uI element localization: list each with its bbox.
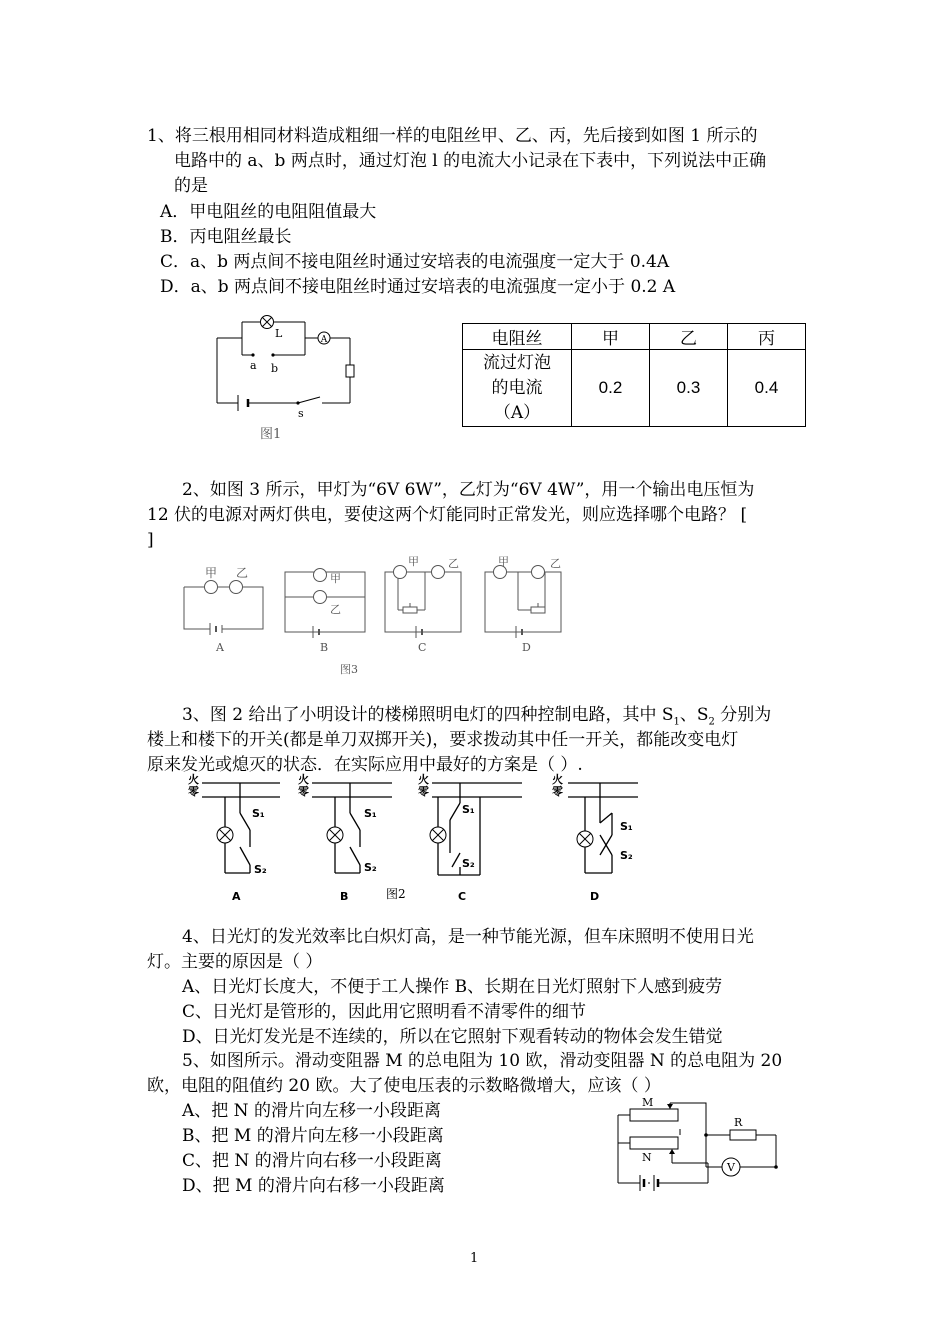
lamp-jia-label: 甲 (330, 572, 341, 585)
live-label: 火 (418, 773, 429, 786)
point-b-label: b (271, 362, 279, 375)
table-cell: 0.4 (728, 350, 806, 427)
q5-circuit-figure (610, 1095, 790, 1200)
row-label-line1: 流过灯泡 (483, 352, 551, 373)
q3-circuits-figure (180, 775, 640, 910)
live-label: 火 (552, 773, 563, 786)
q5-stem-line2: 欧，电阻的阻值约 20 欧。大了使电压表的示数略微增大，应该（ ） (147, 1076, 661, 1096)
row-label-line2: 的电流 (491, 377, 543, 398)
table-header-cell: 乙 (650, 324, 728, 350)
table-row-label (463, 350, 572, 427)
q5-stem-line1: 5、如图所示。滑动变阻器 M 的总电阻为 10 欧，滑动变阻器 N 的总电阻为 20 (182, 1051, 783, 1071)
battery-icon (238, 395, 248, 411)
lamp-jia-label: 甲 (498, 555, 509, 568)
n-label: N (642, 1151, 652, 1164)
circuit-option-a (202, 783, 280, 873)
table-row (463, 350, 806, 427)
junction-dot (704, 1133, 708, 1137)
lamp-icon (432, 566, 445, 579)
table-cell: 0.3 (650, 350, 728, 427)
table-header-cell: 丙 (728, 324, 806, 350)
neutral-label: 零 (418, 785, 429, 798)
q1-circuit-figure (200, 305, 370, 450)
circuit-option-d (485, 572, 561, 638)
q5-option-c: C、把 N 的滑片向右移一小段距离 (182, 1151, 442, 1171)
switch-icon (296, 401, 299, 404)
circuit-label-a: A (232, 890, 241, 903)
q5-option-d: D、把 M 的滑片向右移一小段距离 (182, 1176, 445, 1196)
neutral-label: 零 (188, 785, 199, 798)
neutral-label: 零 (552, 785, 563, 798)
ammeter-label: A (320, 335, 328, 345)
s2-label: S₂ (462, 857, 475, 870)
resistor-r-icon (730, 1130, 756, 1140)
terminal-b-dot (271, 353, 274, 356)
q1-stem-line2: 电路中的 a、b 两点时，通过灯泡 l 的电流大小记录在下表中，下列说法中正确 (174, 151, 767, 171)
voltmeter-label: V (727, 1161, 735, 1174)
lamp-jia-label: 甲 (408, 555, 419, 568)
table-header-cell: 电阻丝 (463, 324, 572, 350)
q1-stem-line1: 1、将三根用相同材料造成粗细一样的电阻丝甲、乙、丙，先后接到如图 1 所示的 (147, 126, 758, 146)
s2-label: S₂ (364, 861, 377, 874)
lamp-icon (230, 581, 243, 594)
lamp-jia-label: 甲 (205, 566, 218, 580)
q2-stem-line3: ] (147, 530, 154, 550)
circuit-label-d: D (590, 890, 600, 903)
q2-stem-line2: 12 伏的电源对两灯供电，要使这两个灯能同时正常发光，则应选择哪个电路？ [ (147, 505, 748, 525)
lamp-yi-label: 乙 (236, 566, 249, 580)
neutral-label: 零 (298, 785, 309, 798)
slider-m-icon (667, 1104, 673, 1109)
q4-option-d: D、日光灯发光是不连续的，所以在它照射下观看转动的物体会发生错觉 (182, 1027, 723, 1047)
circuit-label-c: C (458, 890, 467, 903)
circuit-option-b (312, 783, 392, 873)
figure3-caption: 图3 (340, 663, 358, 676)
resistor-icon (346, 365, 354, 377)
circuit-label-b: B (320, 641, 329, 654)
voltmeter-icon (722, 1158, 740, 1176)
point-a-label: a (250, 359, 257, 372)
q2-stem-line1: 2、如图 3 所示，甲灯为“6V 6W”，乙灯为“6V 4W”，用一个输出电压恒为 (182, 480, 755, 500)
lamp-yi-label: 乙 (550, 557, 561, 570)
circuit-option-b (285, 572, 365, 638)
q3-stem-part3: 分别为 (714, 705, 772, 725)
lamp-yi-label: 乙 (448, 557, 459, 570)
lamp-icon (394, 566, 407, 579)
q4-option-c: C、日光灯是管形的，因此用它照明看不清零件的细节 (182, 1002, 587, 1022)
s2-label: S₂ (620, 849, 633, 862)
rheostat-m-icon (630, 1109, 678, 1121)
s2-label: S₂ (254, 863, 267, 876)
q1-data-table (462, 323, 806, 427)
lamp-icon (205, 581, 218, 594)
circuit-label-d: D (522, 641, 531, 654)
lamp-icon (532, 566, 545, 579)
q1-stem-line3: 的是 (174, 176, 208, 196)
q3-stem-part1: 3、图 2 给出了小明设计的楼梯照明电灯的四种控制电路，其中 S (182, 705, 674, 725)
q4-stem-line2: 灯。主要的原因是（ ） (147, 952, 323, 972)
q2-circuits-figure (180, 555, 580, 685)
circuit-label-c: C (418, 641, 427, 654)
q3-stem-line3: 原来发光或熄灭的状态．在实际应用中最好的方案是（ ）. (147, 755, 583, 775)
lamp-icon (314, 569, 327, 582)
q4-stem-line1: 4、日光灯的发光效率比白炽灯高，是一种节能光源，但车床照明不使用日光 (182, 927, 754, 947)
live-label: 火 (298, 773, 309, 786)
switch-label: s (298, 407, 304, 420)
terminal-a-dot (251, 353, 254, 356)
figure2-caption: 图2 (386, 887, 406, 901)
slider-n-icon (669, 1149, 675, 1154)
m-label: M (642, 1096, 654, 1109)
page-number: 1 (470, 1251, 479, 1266)
q5-option-b: B、把 M 的滑片向左移一小段距离 (182, 1126, 444, 1146)
circuit-option-a (184, 587, 263, 635)
s1-label: S₁ (252, 807, 265, 820)
q1-option-c: C．a、b 两点间不接电阻丝时通过安培表的电流强度一定大于 0.4A (160, 252, 670, 272)
ammeter-icon (318, 332, 330, 345)
lamp-label: L (275, 327, 283, 340)
q3-stem-line2: 楼上和楼下的开关(都是单刀双掷开关)，要求拨动其中任一开关，都能改变电灯 (147, 730, 739, 750)
q1-option-a: A．甲电阻丝的电阻阻值最大 (160, 202, 377, 222)
rheostat-n-icon (630, 1137, 678, 1149)
s1-label: S₁ (364, 807, 377, 820)
table-header-cell: 甲 (572, 324, 650, 350)
junction-dot (774, 1165, 778, 1169)
q5-option-a: A、把 N 的滑片向左移一小段距离 (182, 1101, 441, 1121)
circuit-option-c (385, 572, 461, 638)
lamp-icon (314, 591, 327, 604)
q3-sub1: 1 (673, 716, 680, 728)
battery-icon (640, 1175, 658, 1191)
q3-stem-part2: 、S (679, 705, 709, 725)
r-label: R (734, 1116, 743, 1129)
s1-label: S₁ (620, 820, 633, 833)
table-header-row (463, 324, 806, 350)
q4-option-ab: A、日光灯长度大，不便于工人操作 B、长期在日光灯照射下人感到疲劳 (182, 977, 723, 997)
live-label: 火 (188, 773, 199, 786)
lamp-yi-label: 乙 (330, 603, 341, 616)
row-label-line3: （A） (493, 402, 541, 423)
table-cell: 0.2 (572, 350, 650, 427)
circuit-option-c (432, 783, 522, 875)
circuit-label-a: A (216, 641, 224, 654)
figure1-caption: 图1 (260, 427, 282, 442)
q3-sub2: 2 (708, 716, 715, 728)
q1-option-d: D．a、b 两点间不接电阻丝时通过安培表的电流强度一定小于 0.2 A (160, 277, 676, 297)
s1-label: S₁ (462, 803, 475, 816)
q1-option-b: B．丙电阻丝最长 (160, 227, 292, 247)
lamp-icon (261, 316, 274, 329)
circuit-label-b: B (340, 890, 349, 903)
